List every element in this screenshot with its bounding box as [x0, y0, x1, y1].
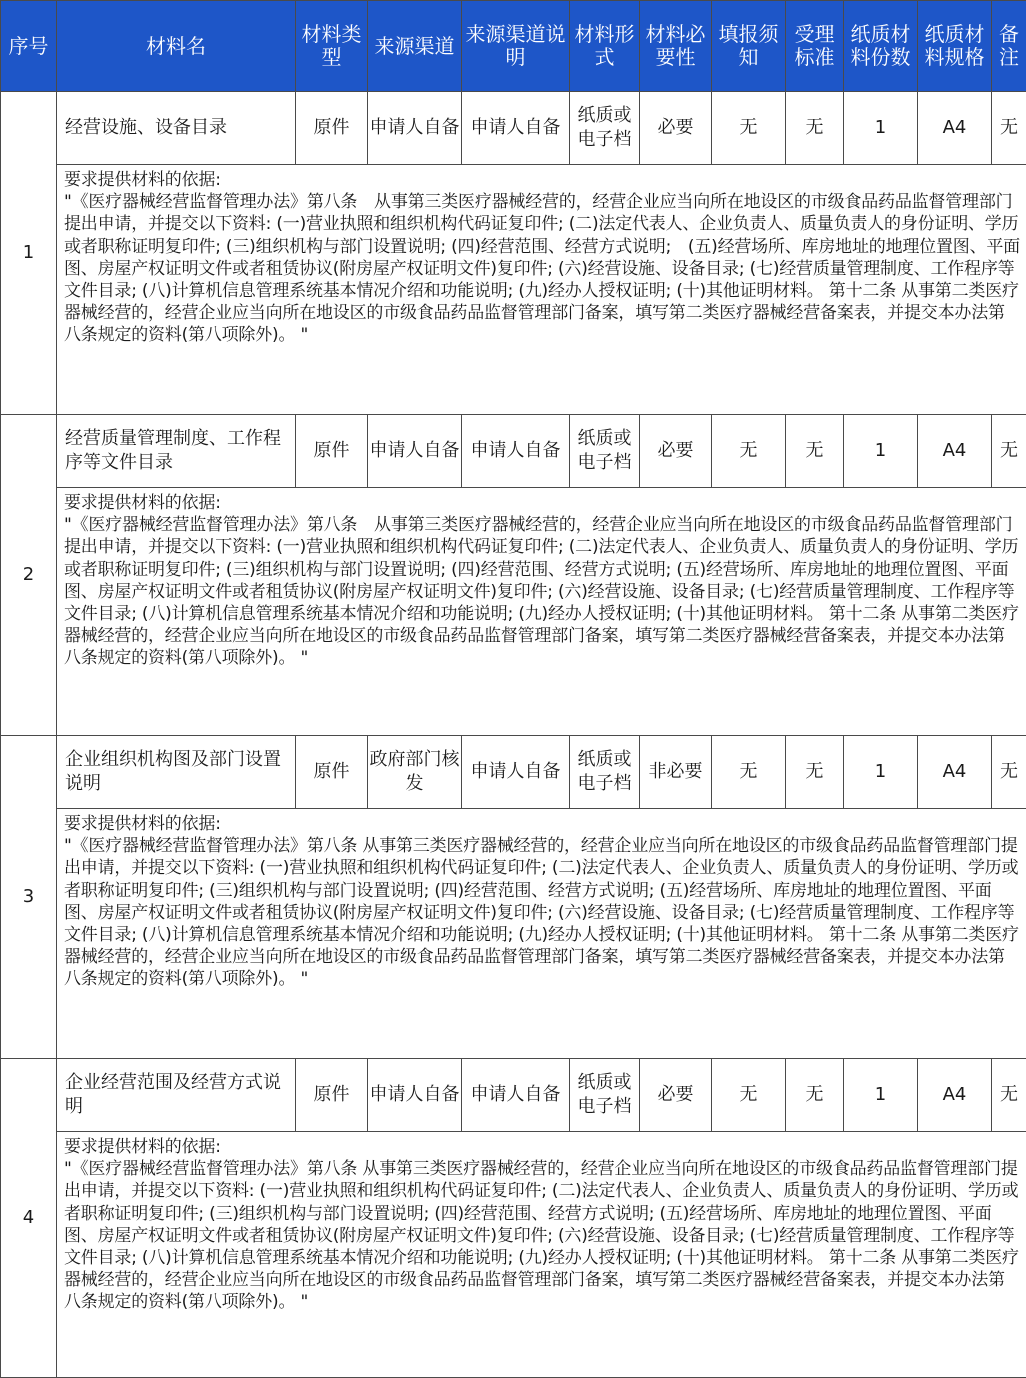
header-form: 材料形式 — [570, 1, 640, 92]
material-form: 纸质或电子档 — [570, 415, 640, 488]
basis-text: "《医疗器械经营监督管理办法》第八条 从事第三类医疗器械经营的，经营企业应当向所在地设区的市级食品药品监督管理部门提出申请，并提交以下资料: (一)营业执照和组织机构代码证复印件; (二)法定代表人、企业负责人、质量负责人的身份证明、学历或者职称证明复印件; (三)组织机构与部门设置说明; (四)经营范围、经营方式说明; (五)经营场所、库房地址的地理位置图、平面图、房屋产权证明文件或者租赁协议(附房屋产权证明文件)复印件; (六)经营设施、设备目录; (七)经营质量管理制度、工作程序等文件目录; (八)计算机信息管理系统基本情况介绍和功能说明; (九)经办人授权证明; (十)其他证明材料。 第十二条 从事第二类医疗器械经营的，经营企业应当向所在地设区的市级食品药品监督管理部门备案，填写第二类医疗器械经营备案表，并提交本办法第八条规定的资料(第八项除外)。 " — [64, 191, 1020, 346]
material-source-desc: 申请人自备 — [462, 1059, 570, 1132]
material-name: 经营设施、设备目录 — [57, 92, 296, 165]
material-remark: 无 — [992, 736, 1026, 809]
header-seq: 序号 — [1, 1, 57, 92]
row-seq: 4 — [1, 1059, 57, 1378]
material-form: 纸质或电子档 — [570, 92, 640, 165]
material-required: 必要 — [640, 415, 712, 488]
basis-row — [1, 165, 1026, 415]
basis-cell — [57, 809, 1026, 1059]
table-row — [1, 736, 1026, 809]
row-seq: 2 — [1, 415, 57, 736]
material-remark: 无 — [992, 415, 1026, 488]
basis-row — [1, 488, 1026, 736]
row-seq: 1 — [1, 92, 57, 415]
material-type: 原件 — [296, 1059, 368, 1132]
basis-row — [1, 809, 1026, 1059]
material-source: 申请人自备 — [368, 92, 462, 165]
material-standard: 无 — [786, 736, 844, 809]
material-source: 政府部门核发 — [368, 736, 462, 809]
material-notice: 无 — [712, 415, 786, 488]
basis-row — [1, 1132, 1026, 1378]
header-required: 材料必要性 — [640, 1, 712, 92]
material-notice: 无 — [712, 736, 786, 809]
material-type: 原件 — [296, 415, 368, 488]
basis-cell — [57, 488, 1026, 736]
material-type: 原件 — [296, 92, 368, 165]
material-name: 企业组织机构图及部门设置说明 — [57, 736, 296, 809]
row-seq: 3 — [1, 736, 57, 1059]
basis-title: 要求提供材料的依据: — [64, 1136, 1020, 1158]
header-type: 材料类型 — [296, 1, 368, 92]
header-row — [1, 1, 1026, 92]
material-spec: A4 — [918, 1059, 992, 1132]
material-copies: 1 — [844, 415, 918, 488]
header-source: 来源渠道 — [368, 1, 462, 92]
header-copies: 纸质材料份数 — [844, 1, 918, 92]
material-notice: 无 — [712, 92, 786, 165]
basis-text: "《医疗器械经营监督管理办法》第八条 从事第三类医疗器械经营的，经营企业应当向所在地设区的市级食品药品监督管理部门提出申请，并提交以下资料: (一)营业执照和组织机构代码证复印件; (二)法定代表人、企业负责人、质量负责人的身份证明、学历或者职称证明复印件; (三)组织机构与部门设置说明; (四)经营范围、经营方式说明; (五)经营场所、库房地址的地理位置图、平面图、房屋产权证明文件或者租赁协议(附房屋产权证明文件)复印件; (六)经营设施、设备目录; (七)经营质量管理制度、工作程序等文件目录; (八)计算机信息管理系统基本情况介绍和功能说明; (九)经办人授权证明; (十)其他证明材料。 第十二条 从事第二类医疗器械经营的，经营企业应当向所在地设区的市级食品药品监督管理部门备案，填写第二类医疗器械经营备案表，并提交本办法第八条规定的资料(第八项除外)。 " — [64, 835, 1020, 990]
material-source-desc: 申请人自备 — [462, 415, 570, 488]
header-name: 材料名 — [57, 1, 296, 92]
material-notice: 无 — [712, 1059, 786, 1132]
header-standard: 受理标准 — [786, 1, 844, 92]
basis-title: 要求提供材料的依据: — [64, 813, 1020, 835]
material-type: 原件 — [296, 736, 368, 809]
basis-text: "《医疗器械经营监督管理办法》第八条 从事第三类医疗器械经营的，经营企业应当向所在地设区的市级食品药品监督管理部门提出申请，并提交以下资料: (一)营业执照和组织机构代码证复印件; (二)法定代表人、企业负责人、质量负责人的身份证明、学历或者职称证明复印件; (三)组织机构与部门设置说明; (四)经营范围、经营方式说明; (五)经营场所、库房地址的地理位置图、平面图、房屋产权证明文件或者租赁协议(附房屋产权证明文件)复印件; (六)经营设施、设备目录; (七)经营质量管理制度、工作程序等文件目录; (八)计算机信息管理系统基本情况介绍和功能说明; (九)经办人授权证明; (十)其他证明材料。 第十二条 从事第二类医疗器械经营的，经营企业应当向所在地设区的市级食品药品监督管理部门备案，填写第二类医疗器械经营备案表，并提交本办法第八条规定的资料(第八项除外)。 " — [64, 514, 1020, 669]
material-remark: 无 — [992, 92, 1026, 165]
material-spec: A4 — [918, 415, 992, 488]
header-source-desc: 来源渠道说明 — [462, 1, 570, 92]
material-required: 必要 — [640, 92, 712, 165]
material-copies: 1 — [844, 92, 918, 165]
table-row — [1, 415, 1026, 488]
table-row — [1, 92, 1026, 165]
header-spec: 纸质材料规格 — [918, 1, 992, 92]
material-standard: 无 — [786, 415, 844, 488]
material-required: 必要 — [640, 1059, 712, 1132]
material-form: 纸质或电子档 — [570, 736, 640, 809]
header-notice: 填报须知 — [712, 1, 786, 92]
material-spec: A4 — [918, 736, 992, 809]
material-source-desc: 申请人自备 — [462, 92, 570, 165]
basis-title: 要求提供材料的依据: — [64, 492, 1020, 514]
material-standard: 无 — [786, 1059, 844, 1132]
material-copies: 1 — [844, 1059, 918, 1132]
material-name: 经营质量管理制度、工作程序等文件目录 — [57, 415, 296, 488]
material-copies: 1 — [844, 736, 918, 809]
basis-title: 要求提供材料的依据: — [64, 169, 1020, 191]
material-remark: 无 — [992, 1059, 1026, 1132]
basis-cell — [57, 1132, 1026, 1378]
table-row — [1, 1059, 1026, 1132]
material-source-desc: 申请人自备 — [462, 736, 570, 809]
material-form: 纸质或电子档 — [570, 1059, 640, 1132]
header-remark: 备注 — [992, 1, 1026, 92]
basis-text: "《医疗器械经营监督管理办法》第八条 从事第三类医疗器械经营的，经营企业应当向所在地设区的市级食品药品监督管理部门提出申请，并提交以下资料: (一)营业执照和组织机构代码证复印件; (二)法定代表人、企业负责人、质量负责人的身份证明、学历或者职称证明复印件; (三)组织机构与部门设置说明; (四)经营范围、经营方式说明; (五)经营场所、库房地址的地理位置图、平面图、房屋产权证明文件或者租赁协议(附房屋产权证明文件)复印件; (六)经营设施、设备目录; (七)经营质量管理制度、工作程序等文件目录; (八)计算机信息管理系统基本情况介绍和功能说明; (九)经办人授权证明; (十)其他证明材料。 第十二条 从事第二类医疗器械经营的，经营企业应当向所在地设区的市级食品药品监督管理部门备案，填写第二类医疗器械经营备案表，并提交本办法第八条规定的资料(第八项除外)。 " — [64, 1158, 1020, 1313]
material-standard: 无 — [786, 92, 844, 165]
material-required: 非必要 — [640, 736, 712, 809]
material-name: 企业经营范围及经营方式说明 — [57, 1059, 296, 1132]
material-spec: A4 — [918, 92, 992, 165]
material-source: 申请人自备 — [368, 1059, 462, 1132]
basis-cell — [57, 165, 1026, 415]
material-source: 申请人自备 — [368, 415, 462, 488]
